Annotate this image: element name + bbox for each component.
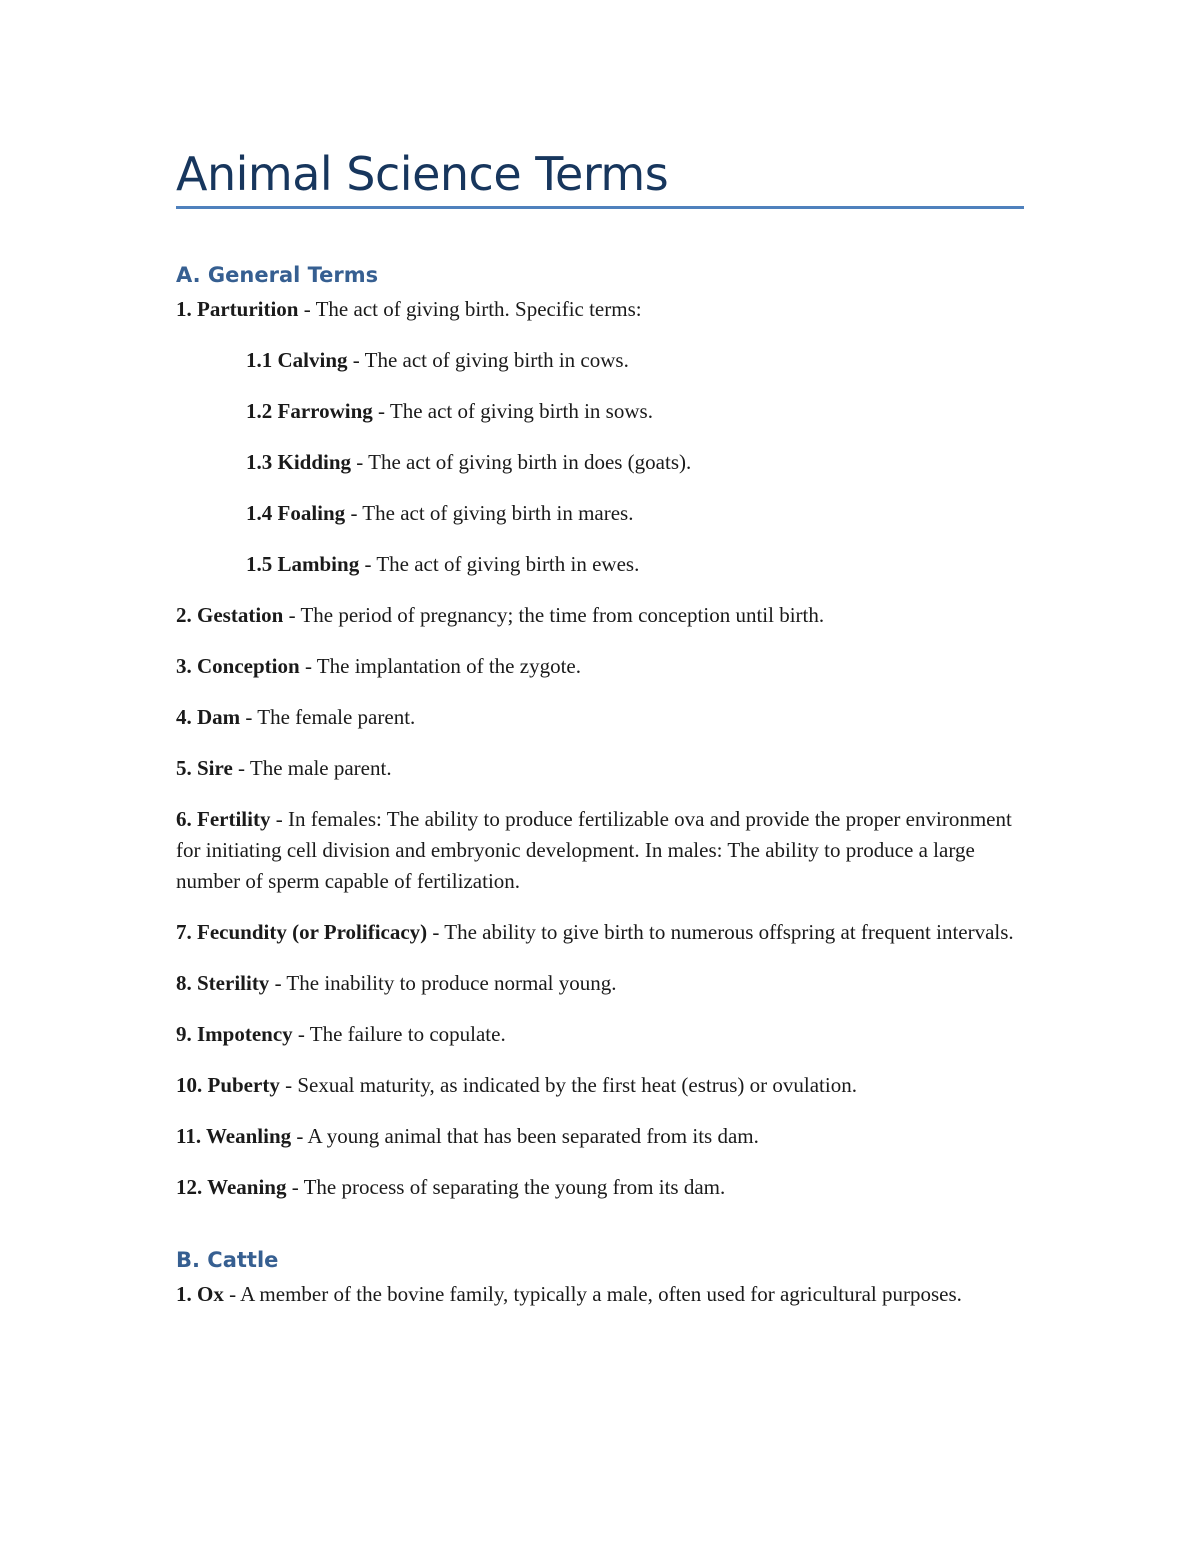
term-name: Conception (197, 654, 300, 678)
term-fertility (176, 804, 1024, 897)
term-definition: - The implantation of the zygote. (299, 654, 581, 678)
term-definition: - The inability to produce normal young. (269, 971, 617, 995)
term-number: 1.1 (246, 348, 273, 372)
term-number: 4. (176, 705, 192, 729)
term-parturition (176, 294, 1024, 325)
term-kidding (246, 447, 1024, 478)
term-definition: - The act of giving birth in ewes. (359, 552, 640, 576)
term-name: Puberty (207, 1073, 280, 1097)
term-number: 1.3 (246, 450, 273, 474)
term-gestation (176, 600, 1024, 631)
term-ox (176, 1279, 1024, 1310)
term-name: Gestation (197, 603, 284, 627)
term-calving (246, 345, 1024, 376)
document-body (176, 142, 1024, 1310)
term-definition: - The process of separating the young from its dam. (286, 1175, 726, 1199)
term-definition: - In females: The ability to produce fertilizable ova and provide the proper environment for initiating cell division and embryonic development. In males: The ability to produce a large number of sperm capable of fertilization. (176, 807, 1012, 893)
term-name: Sterility (197, 971, 270, 995)
term-definition: - A member of the bovine family, typically a male, often used for agricultural purposes. (223, 1282, 962, 1306)
term-number: 9. (176, 1022, 192, 1046)
term-definition: - A young animal that has been separated from its dam. (291, 1124, 759, 1148)
term-name: Ox (197, 1282, 224, 1306)
term-definition: - Sexual maturity, as indicated by the first heat (estrus) or ovulation. (279, 1073, 857, 1097)
term-dam (176, 702, 1024, 733)
document-title: Animal Science Terms (176, 147, 669, 201)
term-number: 3. (176, 654, 192, 678)
term-weanling (176, 1121, 1024, 1152)
term-name: Calving (277, 348, 348, 372)
term-number: 1. (176, 297, 192, 321)
term-name: Dam (197, 705, 241, 729)
term-name: Weaning (207, 1175, 287, 1199)
term-name: Foaling (277, 501, 346, 525)
term-definition: - The ability to give birth to numerous offspring at frequent intervals. (427, 920, 1014, 944)
term-number: 1. (176, 1282, 192, 1306)
term-conception (176, 651, 1024, 682)
term-number: 12. (176, 1175, 203, 1199)
term-definition: - The act of giving birth in mares. (345, 501, 634, 525)
term-number: 1.2 (246, 399, 273, 423)
term-number: 1.5 (246, 552, 273, 576)
term-name: Kidding (277, 450, 352, 474)
term-number: 6. (176, 807, 192, 831)
term-name: Fecundity (or Prolificacy) (197, 920, 428, 944)
term-definition: - The male parent. (232, 756, 392, 780)
term-sire (176, 753, 1024, 784)
term-number: 5. (176, 756, 192, 780)
term-definition: - The female parent. (240, 705, 416, 729)
section-heading-general-terms: A. General Terms (176, 263, 379, 287)
title-underline (176, 206, 1024, 209)
term-name: Fertility (197, 807, 271, 831)
term-impotency (176, 1019, 1024, 1050)
term-name: Parturition (197, 297, 299, 321)
term-name: Sire (197, 756, 233, 780)
term-definition: - The failure to copulate. (292, 1022, 506, 1046)
term-definition: - The act of giving birth in sows. (372, 399, 653, 423)
term-number: 10. (176, 1073, 203, 1097)
term-lambing (246, 549, 1024, 580)
term-weaning (176, 1172, 1024, 1203)
term-number: 2. (176, 603, 192, 627)
term-name: Impotency (197, 1022, 293, 1046)
term-name: Farrowing (277, 399, 373, 423)
section-heading-cattle: B. Cattle (176, 1248, 279, 1272)
term-number: 1.4 (246, 501, 273, 525)
term-number: 8. (176, 971, 192, 995)
term-puberty (176, 1070, 1024, 1101)
term-name: Weanling (205, 1124, 292, 1148)
term-definition: - The act of giving birth in cows. (347, 348, 629, 372)
term-sterility (176, 968, 1024, 999)
term-number: 11. (176, 1124, 202, 1148)
term-definition: - The act of giving birth in does (goats). (351, 450, 692, 474)
term-name: Lambing (277, 552, 360, 576)
term-definition: - The period of pregnancy; the time from conception until birth. (283, 603, 825, 627)
term-number: 7. (176, 920, 192, 944)
term-foaling (246, 498, 1024, 529)
term-definition: - The act of giving birth. Specific terms: (298, 297, 642, 321)
term-farrowing (246, 396, 1024, 427)
term-fecundity (176, 917, 1024, 948)
